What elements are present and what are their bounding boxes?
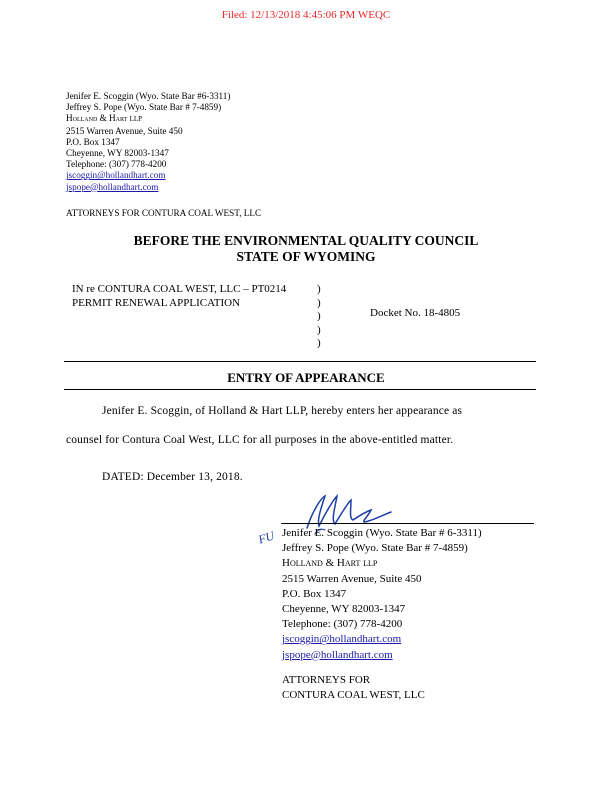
sig-email-link-pope[interactable]: jspope@hollandhart.com — [282, 648, 393, 661]
sig-attorney-line-1: Jenifer E. Scoggin (Wyo. State Bar # 6-3311) — [282, 527, 482, 539]
initials-mark: FU — [256, 528, 277, 547]
paren-5: ) — [317, 337, 321, 350]
attorney-line-1: Jenifer E. Scoggin (Wyo. State Bar #6-3311) — [66, 91, 231, 101]
address-line-2: P.O. Box 1347 — [66, 136, 120, 147]
paren-4: ) — [317, 323, 321, 336]
caption-line-2: PERMIT RENEWAL APPLICATION — [72, 296, 241, 309]
state-title: STATE OF WYOMING — [236, 249, 376, 264]
signature-line — [281, 523, 534, 524]
filed-stamp: Filed: 12/13/2018 4:45:06 PM WEQC — [221, 9, 391, 21]
docket-number: Docket No. 18-4805 — [370, 307, 461, 319]
email-link-scoggin[interactable]: jscoggin@hollandhart.com — [66, 170, 166, 181]
rule-top — [64, 361, 536, 362]
sig-attorneys-for-2: CONTURA COAL WEST, LLC — [282, 689, 425, 702]
sig-address-line-2: P.O. Box 1347 — [282, 587, 347, 600]
sig-attorney-line-2: Jeffrey S. Pope (Wyo. State Bar # 7-4859) — [282, 542, 468, 555]
sig-address-line-1: 2515 Warren Avenue, Suite 450 — [282, 572, 422, 585]
caption-parens — [317, 283, 321, 351]
signature-block — [282, 526, 482, 703]
case-caption — [72, 283, 286, 310]
sig-address-line-3: Cheyenne, WY 82003-1347 — [282, 603, 406, 616]
rule-bottom — [64, 389, 536, 390]
body-paragraph-line-1: Jenifer E. Scoggin, of Holland & Hart LLP, hereby enters her appearance as — [102, 405, 463, 417]
telephone: Telephone: (307) 778-4200 — [66, 159, 167, 170]
document-title: ENTRY OF APPEARANCE — [227, 370, 385, 385]
address-line-1: 2515 Warren Avenue, Suite 450 — [66, 125, 183, 136]
firm-suffix: LLP — [129, 115, 143, 124]
firm-name-text: Holland & Hart — [66, 113, 128, 124]
sig-attorneys-for-1: ATTORNEYS FOR — [282, 673, 371, 686]
sig-firm-name — [282, 556, 482, 571]
paren-2: ) — [317, 296, 321, 309]
attorneys-for-header: ATTORNEYS FOR CONTURA COAL WEST, LLC — [66, 208, 262, 218]
sig-firm-suffix: LLP — [363, 559, 378, 569]
paren-1: ) — [317, 283, 321, 295]
caption-line-1: IN re CONTURA COAL WEST, LLC – PT0214 — [72, 283, 287, 295]
sig-telephone: Telephone: (307) 778-4200 — [282, 618, 403, 631]
sig-email-link-scoggin[interactable]: jscoggin@hollandhart.com — [282, 633, 402, 646]
body-paragraph-line-2: counsel for Contura Coal West, LLC for all purposes in the above-entitled matter. — [66, 434, 454, 446]
attorney-header-block — [66, 91, 230, 193]
paren-3: ) — [317, 310, 321, 323]
firm-name — [66, 113, 230, 125]
email-link-pope[interactable]: jspope@hollandhart.com — [66, 181, 159, 192]
sig-firm-name-text: Holland & Hart — [282, 557, 361, 570]
council-title: BEFORE THE ENVIRONMENTAL QUALITY COUNCIL — [133, 233, 479, 248]
attorney-line-2: Jeffrey S. Pope (Wyo. State Bar # 7-4859) — [66, 102, 222, 113]
dated-line: DATED: December 13, 2018. — [102, 471, 243, 483]
address-line-3: Cheyenne, WY 82003-1347 — [66, 148, 169, 159]
